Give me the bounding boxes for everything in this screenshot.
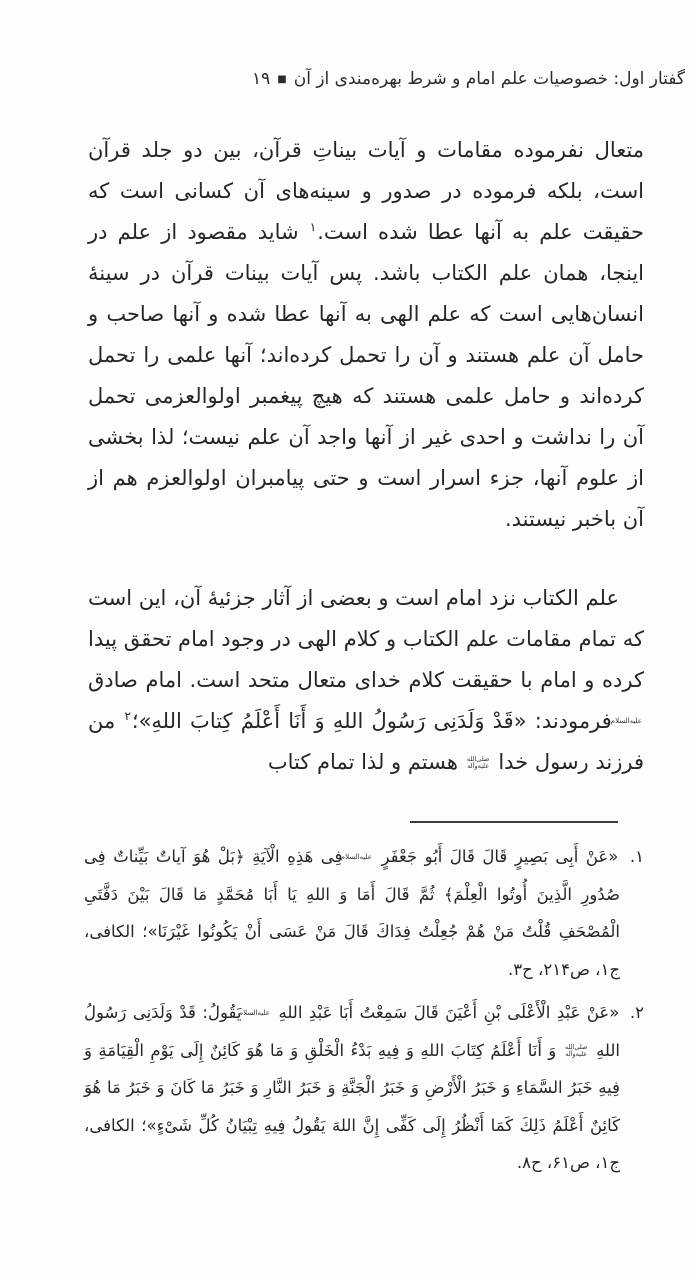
body-text — [88, 130, 644, 783]
paragraph-1 — [88, 130, 644, 540]
footnotes-section — [84, 838, 644, 1182]
footnote-separator — [410, 821, 618, 823]
honorific-alayhis-salam-icon: علیه‌السلام — [238, 1008, 270, 1017]
page-number: ۱۹ — [252, 69, 271, 89]
footnote-2-number: ۲. — [629, 1003, 645, 1022]
paragraph-1-text-a: متعال نفرموده مقامات و آیات بیناتِ قرآن، بین دو جلد قرآن است، بلکه فرموده در صدور و سینه‌های آن کسانی است که حقیقت علم به آنها عطا شده است. — [88, 138, 644, 244]
paragraph-1-text-b: شاید مقصود از علم در اینجا، همان علم الکتاب باشد. پس آیات بینات قرآن در سینهٔ انسان‌هایی است که علم الهی به آنها عطا شده و آنها صاحب و حامل آن علم هستند و آن را تحمل کرده‌اند؛ آنها علمی را تحمل کرده‌اند و حامل علمی هستند که هیچ پیغمبر اولوالعزمی تحمل آن را نداشت و احدی غیر از آنها واجد آن علم نیست؛ لذا بخشی از علوم آنها، جزء اسرار است و حتی پیامبران اولوالعزم هم از آن باخبر نیستند. — [88, 220, 644, 531]
footnote-1-number: ۱. — [629, 847, 645, 866]
footnote-ref-2: ۲ — [124, 709, 131, 723]
footnote-2-text-b: یَقُولُ: قَدْ وَلَدَنِی رَسُولُ اللهِ — [84, 1003, 620, 1060]
footnote-1 — [84, 838, 644, 988]
footnote-2-text-c: وَ أَنَا أَعْلَمُ کِتَابَ اللهِ وَ فِیهِ بَدْءُ الْخَلْقِ وَ مَا هُوَ کَائِنٌ إِلَی یَوْمِ الْقِیَامَةِ وَ فِیهِ خَبَرُ السَّمَاءِ وَ خَبَرُ الْأَرْضِ وَ خَبَرُ الْجَنَّةِ وَ خَبَرُ النَّارِ وَ خَبَرُ مَا کَانَ وَ خَبَرُ مَا هُوَ کَائِنٌ أَعْلَمُ ذَلِكَ کَمَا أَنْظُرُ إِلَی کَفِّی إِنَّ اللهَ یَقُولُ فِیهِ تِبْیَانُ کُلِّ شَیْءٍ»؛ الکافی، ج۱، ص۶۱، ح۸. — [84, 1040, 620, 1172]
paragraph-2-text-d: هستم و لذا تمام کتاب — [267, 750, 458, 774]
footnote-ref-1: ۱ — [309, 220, 317, 234]
honorific-sallallahu-alayhi-wa-alih-icon: صلی‌الله علیه‌وآله — [466, 754, 490, 770]
header-square-bullet: ■ — [277, 74, 287, 85]
footnote-1-text-b: فِی هَذِهِ الْآیَةِ ﴿بَلْ هُوَ آیاتٌ بَیِّناتٌ فِی صُدُورِ الَّذِینَ أُوتُوا الْعِلْمَ﴾ ثُمَّ قَالَ أَمَا وَ اللهِ یَا أَبَا مُحَمَّدٍ مَا قَالَ بَیْنَ دَفَّتَیِ الْمُصْحَفِ قُلْتُ مَنْ هُمْ جُعِلْتُ فِدَاكَ قَالَ مَنْ عَسَی أَنْ یَکُونُوا غَیْرَنَا»؛ الکافی، ج۱، ص۲۱۴، ح۳. — [84, 847, 620, 979]
running-title: گفتار اول: خصوصیات علم امام و شرط بهره‌مندی از آن — [293, 69, 685, 89]
honorific-sallallahu-alayhi-wa-alih-icon: صلی‌الله علیه‌وآله — [564, 1042, 588, 1058]
paragraph-2 — [88, 578, 644, 783]
honorific-alayhis-salam-icon: علیه‌السلام — [340, 852, 372, 861]
paragraph-2-text-c: من فرزند رسول خدا — [88, 709, 644, 774]
paragraph-2-text-a: علم الکتاب نزد امام است و بعضی از آثار جزئیهٔ آن، این است که تمام مقامات علم الکتاب و کلام الهی در وجود امام تحقق پیدا کرده و امام با حقیقت کلام خدای متعال متحد است. امام صادق — [88, 586, 644, 692]
footnote-2-text-a: «عَنْ عَبْدِ الْأَعْلَی بْنِ أَعْیَنَ قَالَ سَمِعْتُ أَبَا عَبْدِ اللهِ — [278, 1003, 620, 1022]
footnote-2 — [84, 994, 644, 1182]
honorific-alayhis-salam-icon: علیه‌السلام — [610, 717, 642, 726]
paragraph-2-text-b: فرمودند: «قَدْ وَلَدَنِی رَسُولُ اللهِ وَ أَنَا أَعْلَمُ کِتابَ اللهِ»؛ — [131, 709, 612, 733]
footnote-1-text-a: «عَنْ أَبِی بَصِیرٍ قَالَ قَالَ أَبُو جَعْفَرٍ — [381, 847, 619, 866]
page-header — [40, 66, 685, 93]
